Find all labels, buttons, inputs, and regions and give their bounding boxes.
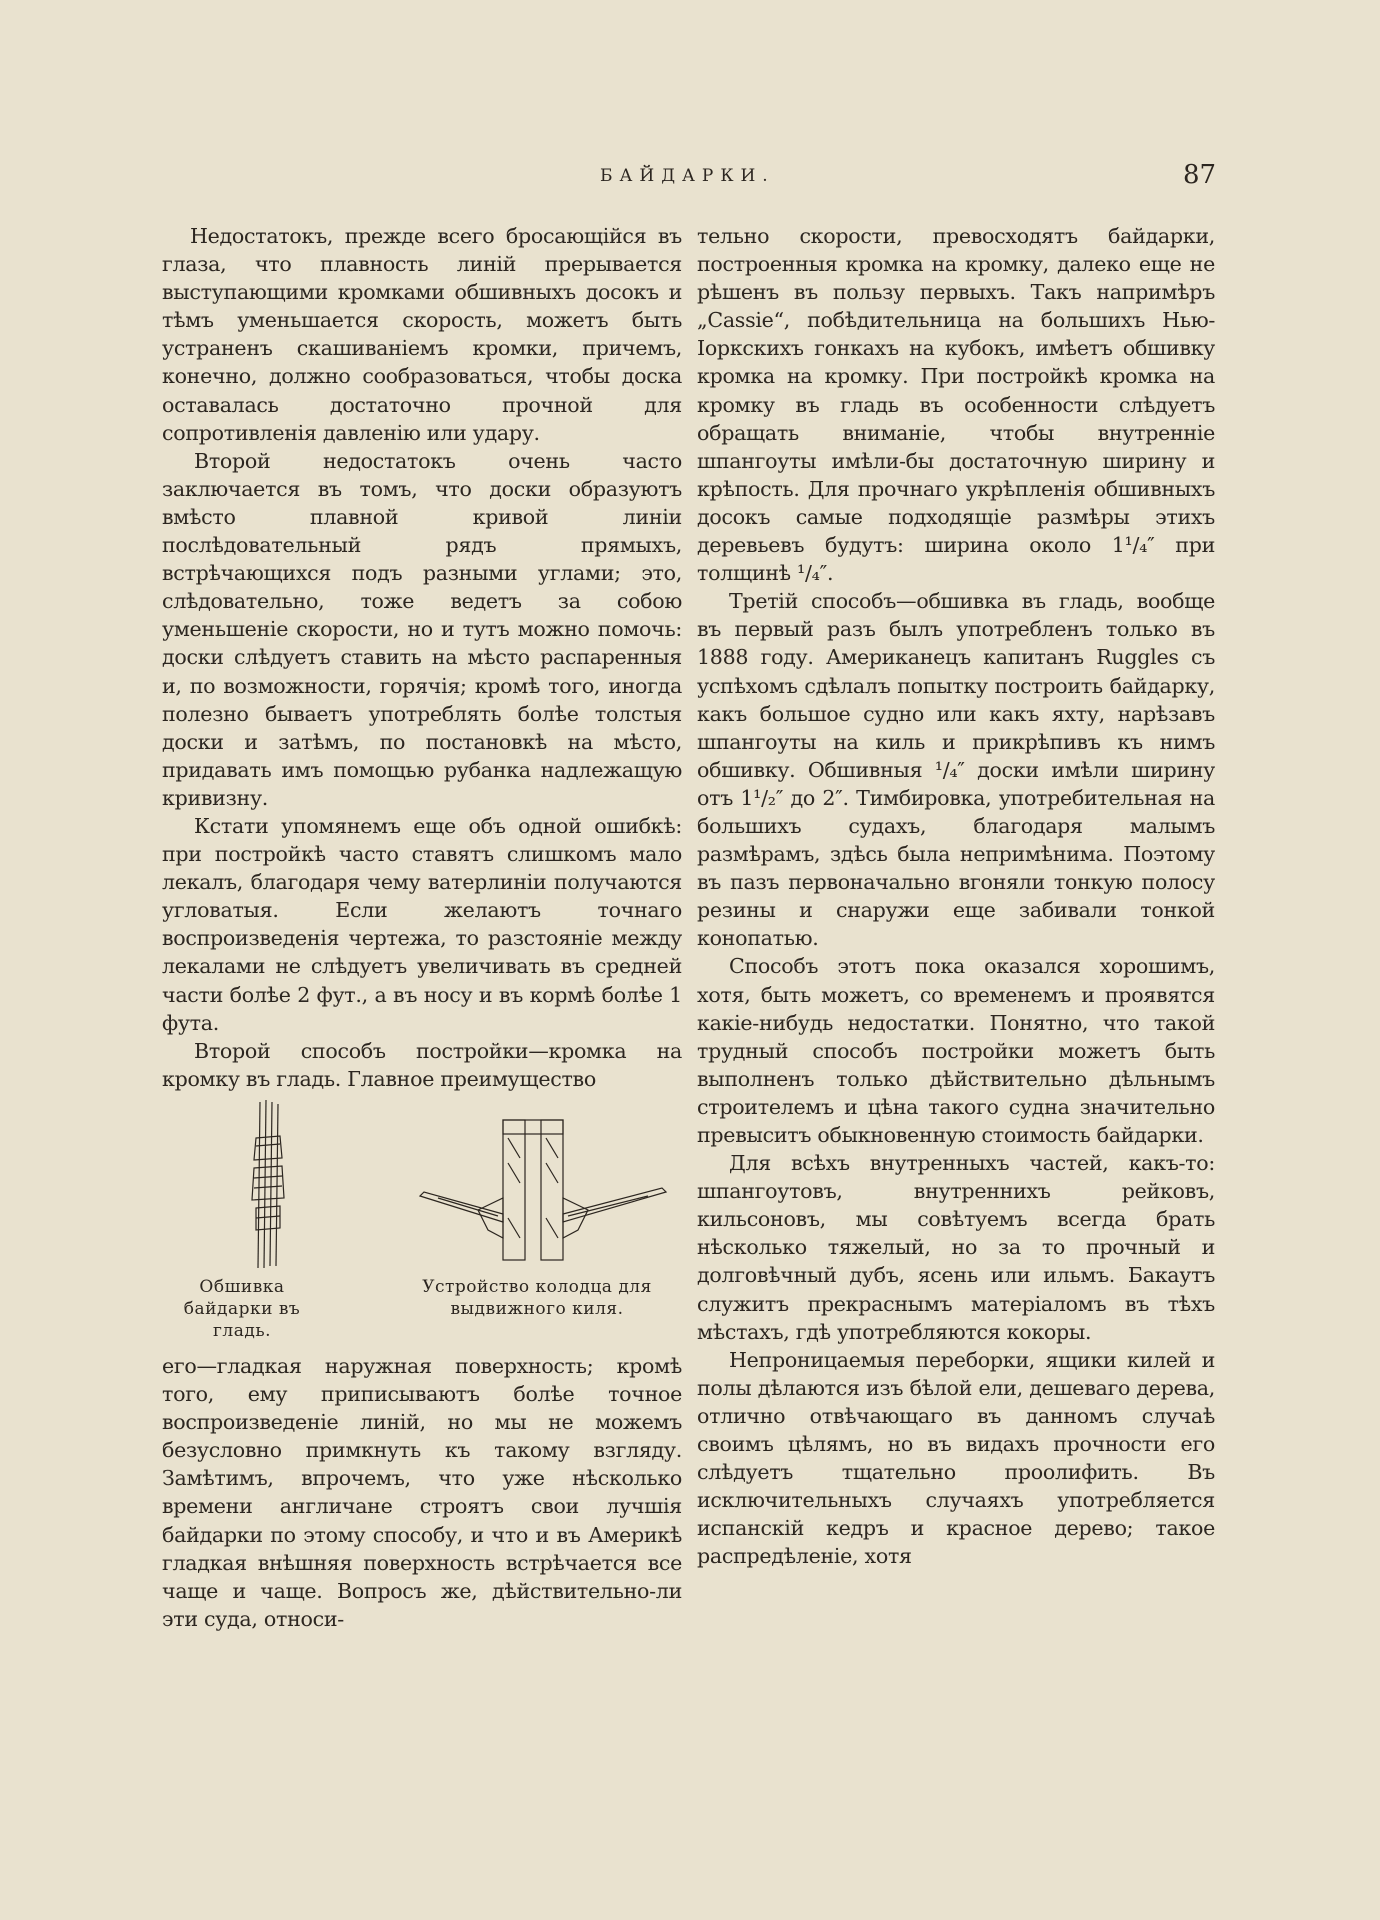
- left-column: [162, 222, 682, 1093]
- planking-illustration: [250, 1098, 290, 1270]
- paragraph: Второй способъ постройки—кромка на кромку въ гладь. Главное преимущество: [162, 1038, 682, 1091]
- paragraph: Непроницаемыя переборки, ящики килей и полы дѣлаются изъ бѣлой ели, дешеваго дерева, отлично отвѣчающаго въ данномъ случаѣ своимъ цѣлямъ, но въ видахъ прочности его слѣдуетъ тщательно проолифить. Въ исключительныхъ случаяхъ употребляется испанскiй кедръ и красное дерево; такое распредѣленiе, хотя: [697, 1347, 1215, 1569]
- paragraph: Кстати упомянемъ еще объ одной ошибкѣ: при постройкѣ часто ставятъ слишкомъ мало лекалъ, благодаря чему ватерлинiи получаются угловатыя. Если желаютъ точнаго воспроизведенiя чертежа, то разстоянiе между лекалами не слѣдуетъ увеличивать въ средней части болѣе 2 фут., а въ носу и въ кормѣ болѣе 1 фута.: [162, 813, 682, 1035]
- paragraph: Недостатокъ, прежде всего бросающiйся въ глаза, что плавность линiй прерывается выступающими кромками обшивныхъ досокъ и тѣмъ уменьшается скорость, можетъ быть устраненъ скашиванiемъ кромки, причемъ, конечно, должно сообразоваться, чтобы доска оставалась достаточно прочной для сопротивленiя давленiю или удару.: [162, 224, 682, 445]
- centreboard-trunk-illustration: [418, 1118, 668, 1268]
- paragraph: Способъ этотъ пока оказался хорошимъ, хотя, быть можетъ, со временемъ и проявятся какiе-нибудь недостатки. Понятно, что такой трудный способъ постройки можетъ быть выполненъ только дѣйствительно дѣльнымъ строителемъ и цѣна такого судна значительно превыситъ обыкновенную стоимость байдарки.: [697, 954, 1215, 1147]
- running-title: БАЙДАРКИ.: [600, 166, 775, 186]
- paragraph: Третiй способъ—обшивка въ гладь, вообще въ первый разъ былъ употребленъ только въ 1888 году. Американецъ капитанъ Ruggles съ успѣхомъ сдѣлалъ попытку построить байдарку, какъ большое судно или какъ яхту, нарѣзавъ шпангоуты на киль и прикрѣпивъ къ нимъ обшивку. Обшивныя ¹/₄″ доски имѣли ширину отъ 1¹/₂″ до 2″. Тимбировка, употребительная на большихъ судахъ, благодаря малымъ размѣрамъ, здѣсь была непримѣнима. Поэтому въ пазъ первоначально вгоняли тонкую полосу резины и снаружи еще забивали тонкой конопатью.: [697, 589, 1215, 951]
- left-column-continuation: [162, 1352, 682, 1633]
- figure-caption: Обшивка байдарки въ гладь.: [183, 1277, 301, 1341]
- paragraph: Второй недостатокъ очень часто заключается въ томъ, что доски образуютъ вмѣсто плавной кривой линiи послѣдовательный рядъ прямыхъ, встрѣчающихся подъ разными углами; это, слѣдовательно, тоже ведетъ за собою уменьшенiе скорости, но и тутъ можно помочь: доски слѣдуетъ ставить на мѣсто распаренныя и, по возможности, горячiя; кромѣ того, иногда полезно бываетъ употреблять болѣе толстыя доски и затѣмъ, по постановкѣ на мѣсто, придавать имъ помощью рубанка надлежащую кривизну.: [162, 448, 682, 810]
- figure-caption: Устройство колодца для выдвижного киля.: [422, 1277, 652, 1319]
- paragraph: Для всѣхъ внутренныхъ частей, какъ-то: шпангоутовъ, внутреннихъ рейковъ, кильсоновъ, мы совѣтуемъ всегда брать нѣсколько тяжелый, но за то прочный и долговѣчный дубъ, ясень или ильмъ. Бакаутъ служитъ прекраснымъ матерiаломъ въ тѣхъ мѣстахъ, гдѣ употребляются кокоры.: [697, 1151, 1215, 1344]
- right-column: [697, 222, 1215, 1571]
- page-number: 87: [1183, 160, 1217, 190]
- paragraph: его—гладкая наружная поверхность; кромѣ того, ему приписываютъ болѣе точное воспроизведенiе линiй, но мы не можемъ безусловно примкнуть къ такому взгляду. Замѣтимъ, впрочемъ, что уже нѣсколько времени англичане строятъ свои лучшiя байдарки по этому способу, и что и въ Америкѣ гладкая внѣшняя поверхность встрѣчается все чаще и чаще. Вопросъ же, дѣйствительно-ли эти суда, относи-: [162, 1354, 682, 1631]
- figures: [162, 1098, 682, 1341]
- paragraph: тельно скорости, превосходятъ байдарки, построенныя кромка на кромку, далеко еще не рѣшенъ въ пользу первыхъ. Такъ напримѣръ „Cassie“, побѣдительница на большихъ Нью-Iоркскихъ гонкахъ на кубокъ, имѣетъ обшивку кромка на кромку. При постройкѣ кромка на кромку въ гладь въ особенности слѣдуетъ обращать вниманiе, чтобы внутреннiе шпангоуты имѣли-бы достаточную ширину и крѣпость. Для прочнаго укрѣпленiя обшивныхъ досокъ самые подходящiе размѣры этихъ деревьевъ будутъ: ширина около 1¹/₄″ при толщинѣ ¹/₄″.: [697, 224, 1215, 586]
